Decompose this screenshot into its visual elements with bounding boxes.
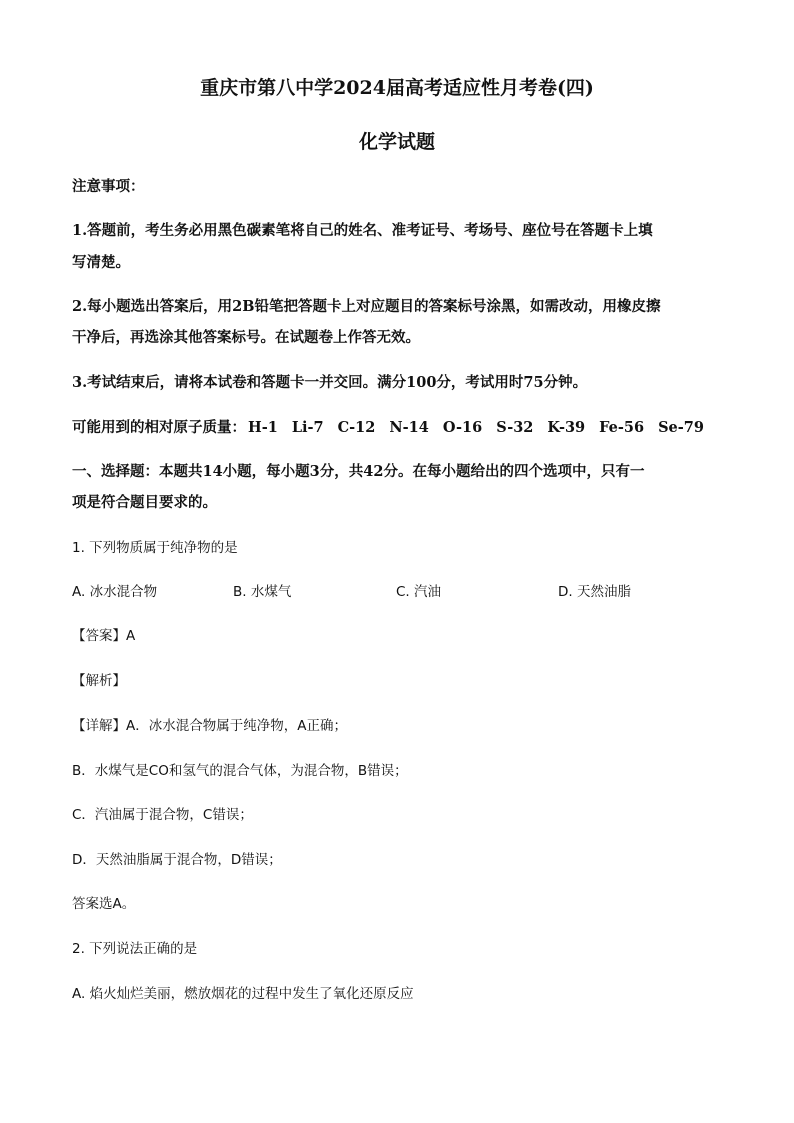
question-1-detail-d: D．天然油脂属于混合物，D错误； bbox=[72, 852, 282, 868]
mass-value: H-1 bbox=[248, 419, 278, 436]
section-1-line-2: 项是符合题目要求的。 bbox=[72, 494, 217, 511]
mass-value: C-12 bbox=[337, 419, 376, 436]
notice-item-3: 3.考试结束后，请将本试卷和答题卡一并交回。满分100分，考试用时75分钟。 bbox=[72, 374, 588, 391]
notice-item-2-line-1: 2.每小题选出答案后，用2B铅笔把答题卡上对应题目的答案标号涂黑，如需改动，用橡皮擦 bbox=[72, 298, 661, 315]
question-1-detail-b: B．水煤气是CO和氢气的混合气体，为混合物，B错误； bbox=[72, 763, 408, 779]
question-1-conclusion: 答案选A。 bbox=[72, 896, 136, 912]
question-1-analysis-label: 【解析】 bbox=[72, 673, 126, 689]
question-1-option-b: B. 水煤气 bbox=[233, 584, 292, 600]
notice-heading: 注意事项： bbox=[72, 178, 145, 195]
atomic-masses bbox=[72, 418, 732, 438]
notice-item-2-line-2: 干净后，再选涂其他答案标号。在试题卷上作答无效。 bbox=[72, 329, 420, 346]
mass-value: Se-79 bbox=[658, 419, 704, 436]
mass-value: Li-7 bbox=[291, 419, 324, 436]
question-1-stem: 1. 下列物质属于纯净物的是 bbox=[72, 540, 238, 556]
mass-value: O-16 bbox=[442, 419, 483, 436]
question-1-detail-c: C．汽油属于混合物，C错误； bbox=[72, 807, 253, 823]
notice-item-1-line-1: 1.答题前，考生务必用黑色碳素笔将自己的姓名、准考证号、考场号、座位号在答题卡上填 bbox=[72, 222, 653, 239]
question-2-option-a: A. 焰火灿烂美丽，燃放烟花的过程中发生了氧化还原反应 bbox=[72, 986, 414, 1002]
mass-value: K-39 bbox=[547, 419, 586, 436]
section-1-line-1: 一、选择题：本题共14小题，每小题3分，共42分。在每小题给出的四个选项中，只有一 bbox=[72, 463, 645, 480]
question-1-answer: 【答案】A bbox=[72, 628, 136, 644]
mass-value: S-32 bbox=[496, 419, 534, 436]
question-2-stem: 2. 下列说法正确的是 bbox=[72, 941, 198, 957]
question-1-detail: 【详解】A．冰水混合物属于纯净物，A正确； bbox=[72, 718, 347, 734]
mass-value: N-14 bbox=[389, 419, 429, 436]
question-1-option-a: A. 冰水混合物 bbox=[72, 584, 158, 600]
notice-item-1-line-2: 写清楚。 bbox=[72, 254, 130, 271]
mass-value: Fe-56 bbox=[599, 419, 645, 436]
atomic-masses-label: 可能用到的相对原子质量： bbox=[72, 419, 246, 436]
question-1-option-c: C. 汽油 bbox=[396, 584, 442, 600]
exam-subtitle: 化学试题 bbox=[358, 131, 435, 153]
question-1-option-d: D. 天然油脂 bbox=[558, 584, 631, 600]
exam-title: 重庆市第八中学2024届高考适应性月考卷(四) bbox=[200, 77, 594, 99]
